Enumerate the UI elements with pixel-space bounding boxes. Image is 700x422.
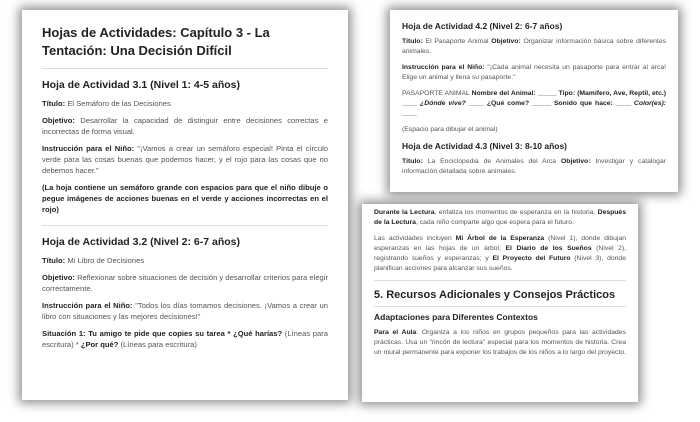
activity-3-1-note: (La hoja contiene un semáforo grande con espacios para que el niño dibuje o pegue imágenes de acciones buenas en el verde y acciones incorrectas en el rojo) xyxy=(42,183,328,214)
divider xyxy=(42,225,328,226)
activity-3-2-heading: Hoja de Actividad 3.2 (Nivel 2: 6-7 años) xyxy=(42,236,241,248)
activity-3-1-title: Título: El Semáforo de las Decisiones xyxy=(42,99,171,108)
reading-paragraph: Durante la Lectura, enfatiza los momentos de esperanza en la historia. Después de la Lectura, cada niño comparte algo que espera para el futuro. xyxy=(374,209,626,226)
activity-3-2-objective: Objetivo: Reflexionar sobre situaciones de decisión y desarrollar criterios para elegir correctamente. xyxy=(42,273,328,293)
classroom-paragraph: Para el Aula: Organiza a los niños en grupos pequeños para las actividades prácticas. Usa un "rincón de lectura" especial para los momentos de historia. Crea un mural permanente para exponer los trabajos de los niños a lo largo del proyecto. xyxy=(374,329,627,356)
section-heading: 5. Recursos Adicionales y Consejos Prácticos xyxy=(374,289,626,307)
activity-4-2-heading: Hoja de Actividad 4.2 (Nivel 2: 6-7 años) xyxy=(402,21,563,31)
activity-3-1-heading: Hoja de Actividad 3.1 (Nivel 1: 4-5 años) xyxy=(42,79,241,91)
activity-3-1-instruction: Instrucción para el Niño: "¡Vamos a crear un semáforo especial! Pinta el círculo verde para las cosas buenas que podemos hacer, y el rojo para las cosas que no debemos hacer." xyxy=(42,144,328,175)
page-title: Hojas de Actividades: Capítulo 3 - La Tentación: Una Decisión Difícil xyxy=(42,24,328,69)
passport-fields: PASAPORTE ANIMAL Nombre del Animal: _____ Tipo: (Mamífero, Ave, Reptil, etc.) ____ ¿Dónde vive? ____ ¿Qué come? _____ Sonido que hace: ____ Color(es): ____ xyxy=(402,90,667,117)
activity-3-2-situation: Situación 1: Tu amigo te pide que copies su tarea * ¿Qué harías? (Líneas para escritura) * ¿Por qué? (Líneas para escritura) xyxy=(42,329,328,349)
activity-3-2-instruction: Instrucción para el Niño: "Todos los días tomamos decisiones. ¡Vamos a crear un libro con situaciones y las mejores decisiones!" xyxy=(42,301,328,321)
activity-4-3-heading: Hoja de Actividad 4.3 (Nivel 3: 8-10 años) xyxy=(402,141,568,151)
subsection-heading: Adaptaciones para Diferentes Contextos xyxy=(374,312,538,322)
activity-3-1-objective: Objetivo: Desarrollar la capacidad de distinguir entre decisiones correctas e incorrectas de forma visual. xyxy=(42,116,328,136)
divider xyxy=(374,280,626,281)
document-page-chapter-4 xyxy=(390,10,678,192)
activity-4-2-title-objective: Título: El Pasaporte Animal Objetivo: Organizar información básica sobre diferentes animales. xyxy=(402,38,666,55)
drawing-space-note: (Espacio para dibujar el animal) xyxy=(402,126,498,133)
activity-4-3-title-objective: Título: La Enciclopedia de Animales del Arca Objetivo: Investigar y catalogar información detallada sobre animales. xyxy=(402,158,667,175)
activities-paragraph: Las actividades incluyen Mi Árbol de la Esperanza (Nivel 1), donde dibujan esperanzas en las hojas de un árbol; El Diario de los Sueños (Nivel 2), registrando sueños y esperanzas; y El Proyecto del Futuro (Nivel 3), donde planifican acciones para alcanzar sus sueños. xyxy=(374,235,626,272)
document-page-resources xyxy=(362,204,638,402)
activity-4-2-instruction: Instrucción para el Niño: "¡Cada animal necesita un pasaporte para entrar al arca! Elige un animal y llena su pasaporte." xyxy=(402,64,666,81)
document-page-chapter-3 xyxy=(22,10,348,400)
activity-3-2-title: Título: Mi Libro de Decisiones xyxy=(42,256,145,265)
